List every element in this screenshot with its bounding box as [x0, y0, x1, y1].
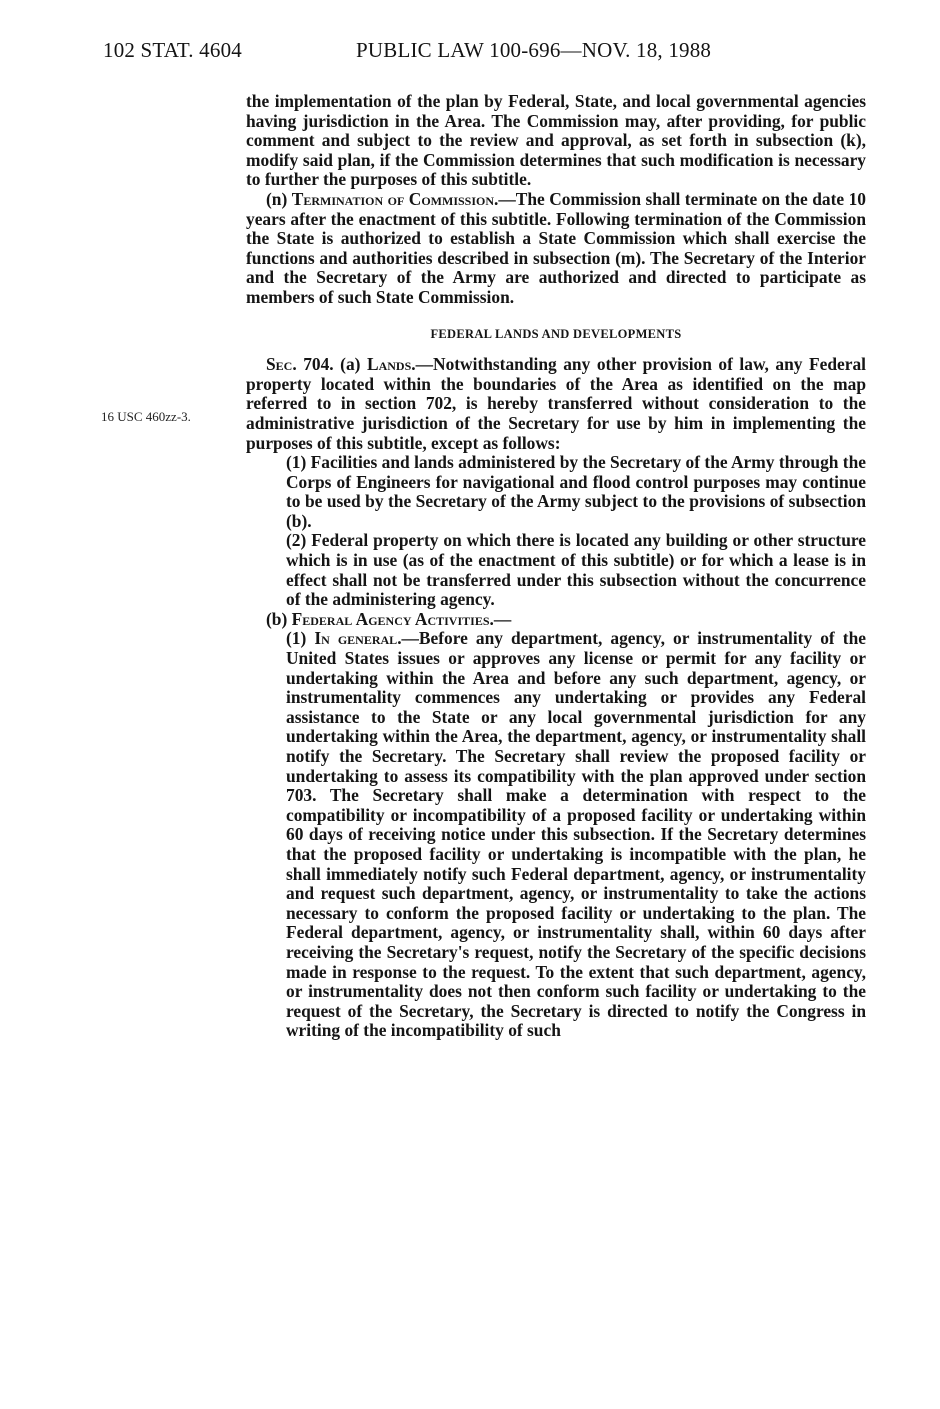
subsection-n-label: (n): [266, 188, 292, 209]
paragraph-a2: (2) Federal property on which there is located any building or other structure which is in use (as of the enactment of this subtitle) or for which a lease is in effect shall not be transferred under this subsection without the concurrence of the administering agency.: [286, 530, 866, 610]
stat-page-number: 102 STAT. 4604: [103, 38, 242, 62]
section-704-a: [246, 355, 866, 453]
subsection-a-text: .—Notwithstanding any other provision of law, any Federal property located within the boundaries of the Area as identified on the map referred to in section 702, is hereby transferred without consideration to the administrative jurisdiction of the Secretary for use by him in implementing the purposes of this subtitle, except as follows:: [246, 354, 866, 453]
running-title: PUBLIC LAW 100-696—NOV. 18, 1988: [356, 38, 712, 62]
body-text: [246, 92, 866, 1041]
section-heading: FEDERAL LANDS AND DEVELOPMENTS: [430, 326, 682, 341]
paragraph-b1-heading: In general: [314, 628, 398, 649]
subsection-n-text: .—The Commission shall terminate on the date 10 years after the enactment of this subtitle. Following termination of the Commission the State is authorized to establish a State Commission which shall exercise the functions and authorities described in subsection (m). The Secretary of the Interior and the Secretary of the Army are authorized and directed to participate as members of such State Commission.: [246, 188, 866, 307]
subsection-b: [246, 610, 866, 630]
paragraph-b1-text: .—Before any department, agency, or instrumentality of the United States issues or approves any license or permit for any facility or undertaking within the Area and before any such department, agency, or instrumentality commences any undertaking or provides any Federal assistance to the State or any local governmental jurisdiction for any undertaking within the Area, the department, agency, or instrumentality shall notify the Secretary. The Secretary shall review the proposed facility or undertaking to assess its compatibility with the plan approved under section 703. The Secretary shall make a determination with respect to the compatibility or incompatibility of a proposed facility or undertaking within 60 days of receiving notice under this subsection. If the Secretary determines that the proposed facility or undertaking is incompatible with the plan, he shall immediately notify such Federal department, agency, or instrumentality and request such department, agency, or instrumentality to take the actions necessary to conform the proposed facility or undertaking to the plan. The Federal department, agency, or instrumentality shall, within 60 days after receiving the Secretary's request, notify the Secretary of the specific decisions made in response to the request. To the extent that such department, agency, or instrumentality does not then conform such facility or undertaking to the request of the Secretary, the Secretary is directed to notify the Congress in writing of the incompatibility of such: [286, 628, 866, 1041]
marginal-citation: 16 USC 460zz-3.: [101, 409, 191, 424]
sec-number: . 704. (a): [292, 354, 367, 375]
subsection-n: [246, 190, 866, 308]
subsection-b-label: (b): [266, 608, 292, 629]
subsection-n-heading: Termination of Commission: [291, 188, 495, 209]
paragraph-a1: (1) Facilities and lands administered by the Secretary of the Army through the Corps of Engineers for navigational and flood control purposes may continue to be used by the Secretary of the Army subject to the provisions of subsection (b).: [286, 452, 866, 531]
subsection-b-suffix: .—: [489, 608, 512, 629]
sec-label: Sec: [266, 354, 293, 375]
paragraph-continuation: the implementation of the plan by Federal, State, and local governmental agencies having jurisdiction in the Area. The Commission may, after providing, for public comment and subject to the review and approval, as set forth in subsection (k), modify said plan, if the Commission determines that such modification is necessary to further the purposes of this subtitle.: [246, 91, 866, 190]
subsection-b-heading: Federal Agency Activities: [291, 608, 490, 629]
paragraph-b1-label: (1): [286, 628, 315, 649]
subsection-a-heading: Lands: [366, 354, 412, 375]
paragraph-b1: [246, 629, 866, 1040]
